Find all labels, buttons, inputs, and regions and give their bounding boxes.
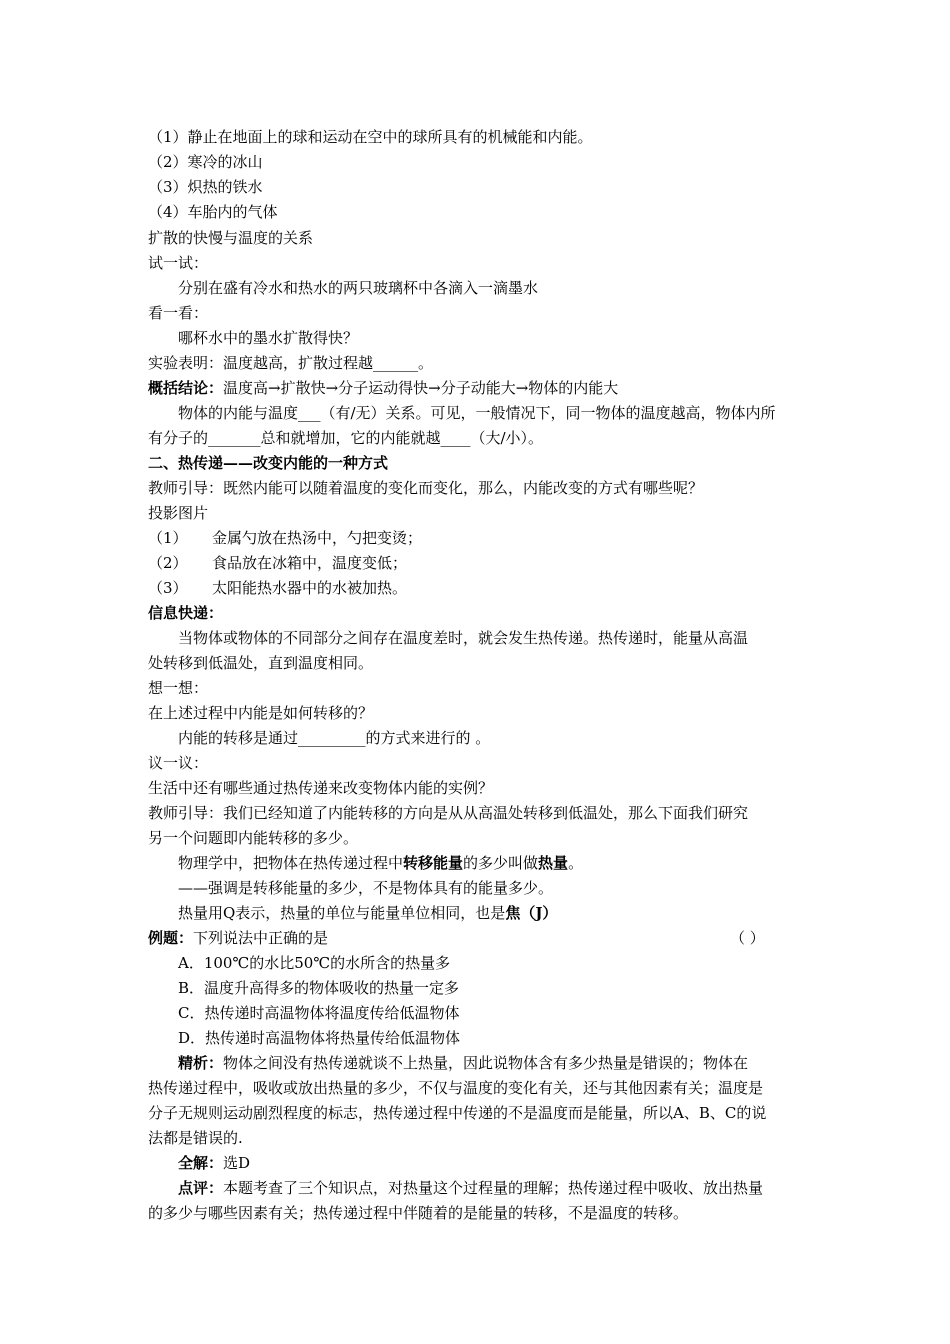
- option-a: A．100℃的水比50℃的水所含的热量多: [178, 954, 451, 972]
- solution-label: 全解：: [178, 1154, 224, 1172]
- paragraph-line: 的多少与哪些因素有关；热传递过程中伴随着的是能量的转移，不是温度的转移。: [148, 1204, 689, 1222]
- list-item: [148, 528, 818, 550]
- term-heat: 热量: [538, 854, 569, 872]
- look-label: 看一看：: [148, 304, 209, 322]
- think-label: 想一想：: [148, 679, 209, 697]
- list-number: （1）: [148, 529, 188, 547]
- list-number: （3）: [148, 579, 188, 597]
- question-item-2: （2）寒冷的冰山: [148, 153, 263, 171]
- unit-joule: 焦（J）: [505, 904, 558, 922]
- question-item-4: （4）车胎内的气体: [148, 203, 278, 221]
- conclusion-line: [148, 378, 818, 400]
- analysis-label: 精析：: [178, 1054, 224, 1072]
- list-item: [148, 553, 818, 575]
- list-text: 食品放在冰箱中，温度变低；: [212, 554, 408, 572]
- conclusion-label: 概括结论：: [148, 379, 224, 397]
- section-heading: 二、热传递——改变内能的一种方式: [148, 454, 389, 472]
- comment-line: [178, 1178, 818, 1200]
- paragraph-line: 物体的内能与温度___（有/无）关系。可见，一般情况下，同一物体的温度越高，物体内所: [178, 404, 776, 422]
- question-item-3: （3）炽热的铁水: [148, 178, 263, 196]
- list-text: 金属勺放在热汤中，勺把变烫；: [212, 529, 423, 547]
- try-label: 试一试：: [148, 254, 209, 272]
- unit-text: 热量用Q表示，热量的单位与能量单位相同，也是: [178, 904, 506, 922]
- projection-label: 投影图片: [148, 504, 209, 522]
- question-item-1: （1）静止在地面上的球和运动在空中的球所具有的机械能和内能。: [148, 128, 593, 146]
- teacher-guide: 教师引导：既然内能可以随着温度的变化而变化，那么，内能改变的方式有哪些呢？: [148, 479, 704, 497]
- solution-text: 选D: [223, 1154, 251, 1172]
- discuss-label: 议一议：: [148, 754, 209, 772]
- paragraph-line: 法都是错误的.: [148, 1129, 243, 1147]
- example-question: 下列说法中正确的是: [193, 929, 329, 947]
- definition-text: 物理学中，把物体在热传递过程中: [178, 854, 404, 872]
- solution-line: [178, 1153, 818, 1175]
- paragraph-line: 有分子的_______总和就增加，它的内能就越____（大/小）。: [148, 429, 544, 447]
- example-line: [148, 928, 818, 950]
- experiment-result: 实验表明：温度越高，扩散过程越______。: [148, 354, 434, 372]
- analysis-text: 物体之间没有热传递就谈不上热量，因此说物体含有多少热量是错误的；物体在: [223, 1054, 749, 1072]
- teacher-guide: 教师引导：我们已经知道了内能转移的方向是从从高温处转移到低温处，那么下面我们研究: [148, 804, 749, 822]
- paragraph-line: 处转移到低温处，直到温度相同。: [148, 654, 374, 672]
- paragraph-line: 分子无规则运动剧烈程度的标志，热传递过程中传递的不是温度而是能量，所以A、B、C的说: [148, 1104, 767, 1122]
- answer-paren: （ ）: [730, 929, 765, 947]
- think-question: 在上述过程中内能是如何转移的？: [148, 704, 374, 722]
- paragraph-line: 另一个问题即内能转移的多少。: [148, 829, 359, 847]
- option-d: D．热传递时高温物体将热量传给低温物体: [178, 1029, 461, 1047]
- option-b: B．温度升高得多的物体吸收的热量一定多: [178, 979, 460, 997]
- unit-line: [178, 903, 818, 925]
- list-number: （2）: [148, 554, 188, 572]
- option-c: C．热传递时高温物体将温度传给低温物体: [178, 1004, 460, 1022]
- look-text: 哪杯水中的墨水扩散得快？: [178, 329, 359, 347]
- try-text: 分别在盛有冷水和热水的两只玻璃杯中各滴入一滴墨水: [178, 279, 539, 297]
- term-transfer-energy: 转移能量: [403, 854, 464, 872]
- comment-text: 本题考查了三个知识点，对热量这个过程量的理解；热传递过程中吸收、放出热量: [223, 1179, 764, 1197]
- list-text: 太阳能热水器中的水被加热。: [212, 579, 408, 597]
- discuss-question: 生活中还有哪些通过热传递来改变物体内能的实例？: [148, 779, 494, 797]
- analysis-line: [178, 1053, 818, 1075]
- conclusion-text: 温度高→扩散快→分子运动得快→分子动能大→物体的内能大: [223, 379, 619, 397]
- fill-blank-line: 内能的转移是通过_________的方式来进行的 。: [178, 729, 491, 747]
- info-label: 信息快递：: [148, 604, 224, 622]
- definition-text: 的多少叫做: [463, 854, 539, 872]
- paragraph-line: 当物体或物体的不同部分之间存在温度差时，就会发生热传递。热传递时，能量从高温: [178, 629, 749, 647]
- example-label: 例题：: [148, 929, 194, 947]
- topic-heading: 扩散的快慢与温度的关系: [148, 229, 314, 247]
- definition-line: [178, 853, 818, 875]
- comment-label: 点评：: [178, 1179, 224, 1197]
- list-item: [148, 578, 818, 600]
- paragraph-line: 热传递过程中，吸收或放出热量的多少，不仅与温度的变化有关，还与其他因素有关；温度是: [148, 1079, 764, 1097]
- emphasis-note: ——强调是转移能量的多少，不是物体具有的能量多少。: [178, 879, 554, 897]
- definition-text: 。: [568, 854, 584, 872]
